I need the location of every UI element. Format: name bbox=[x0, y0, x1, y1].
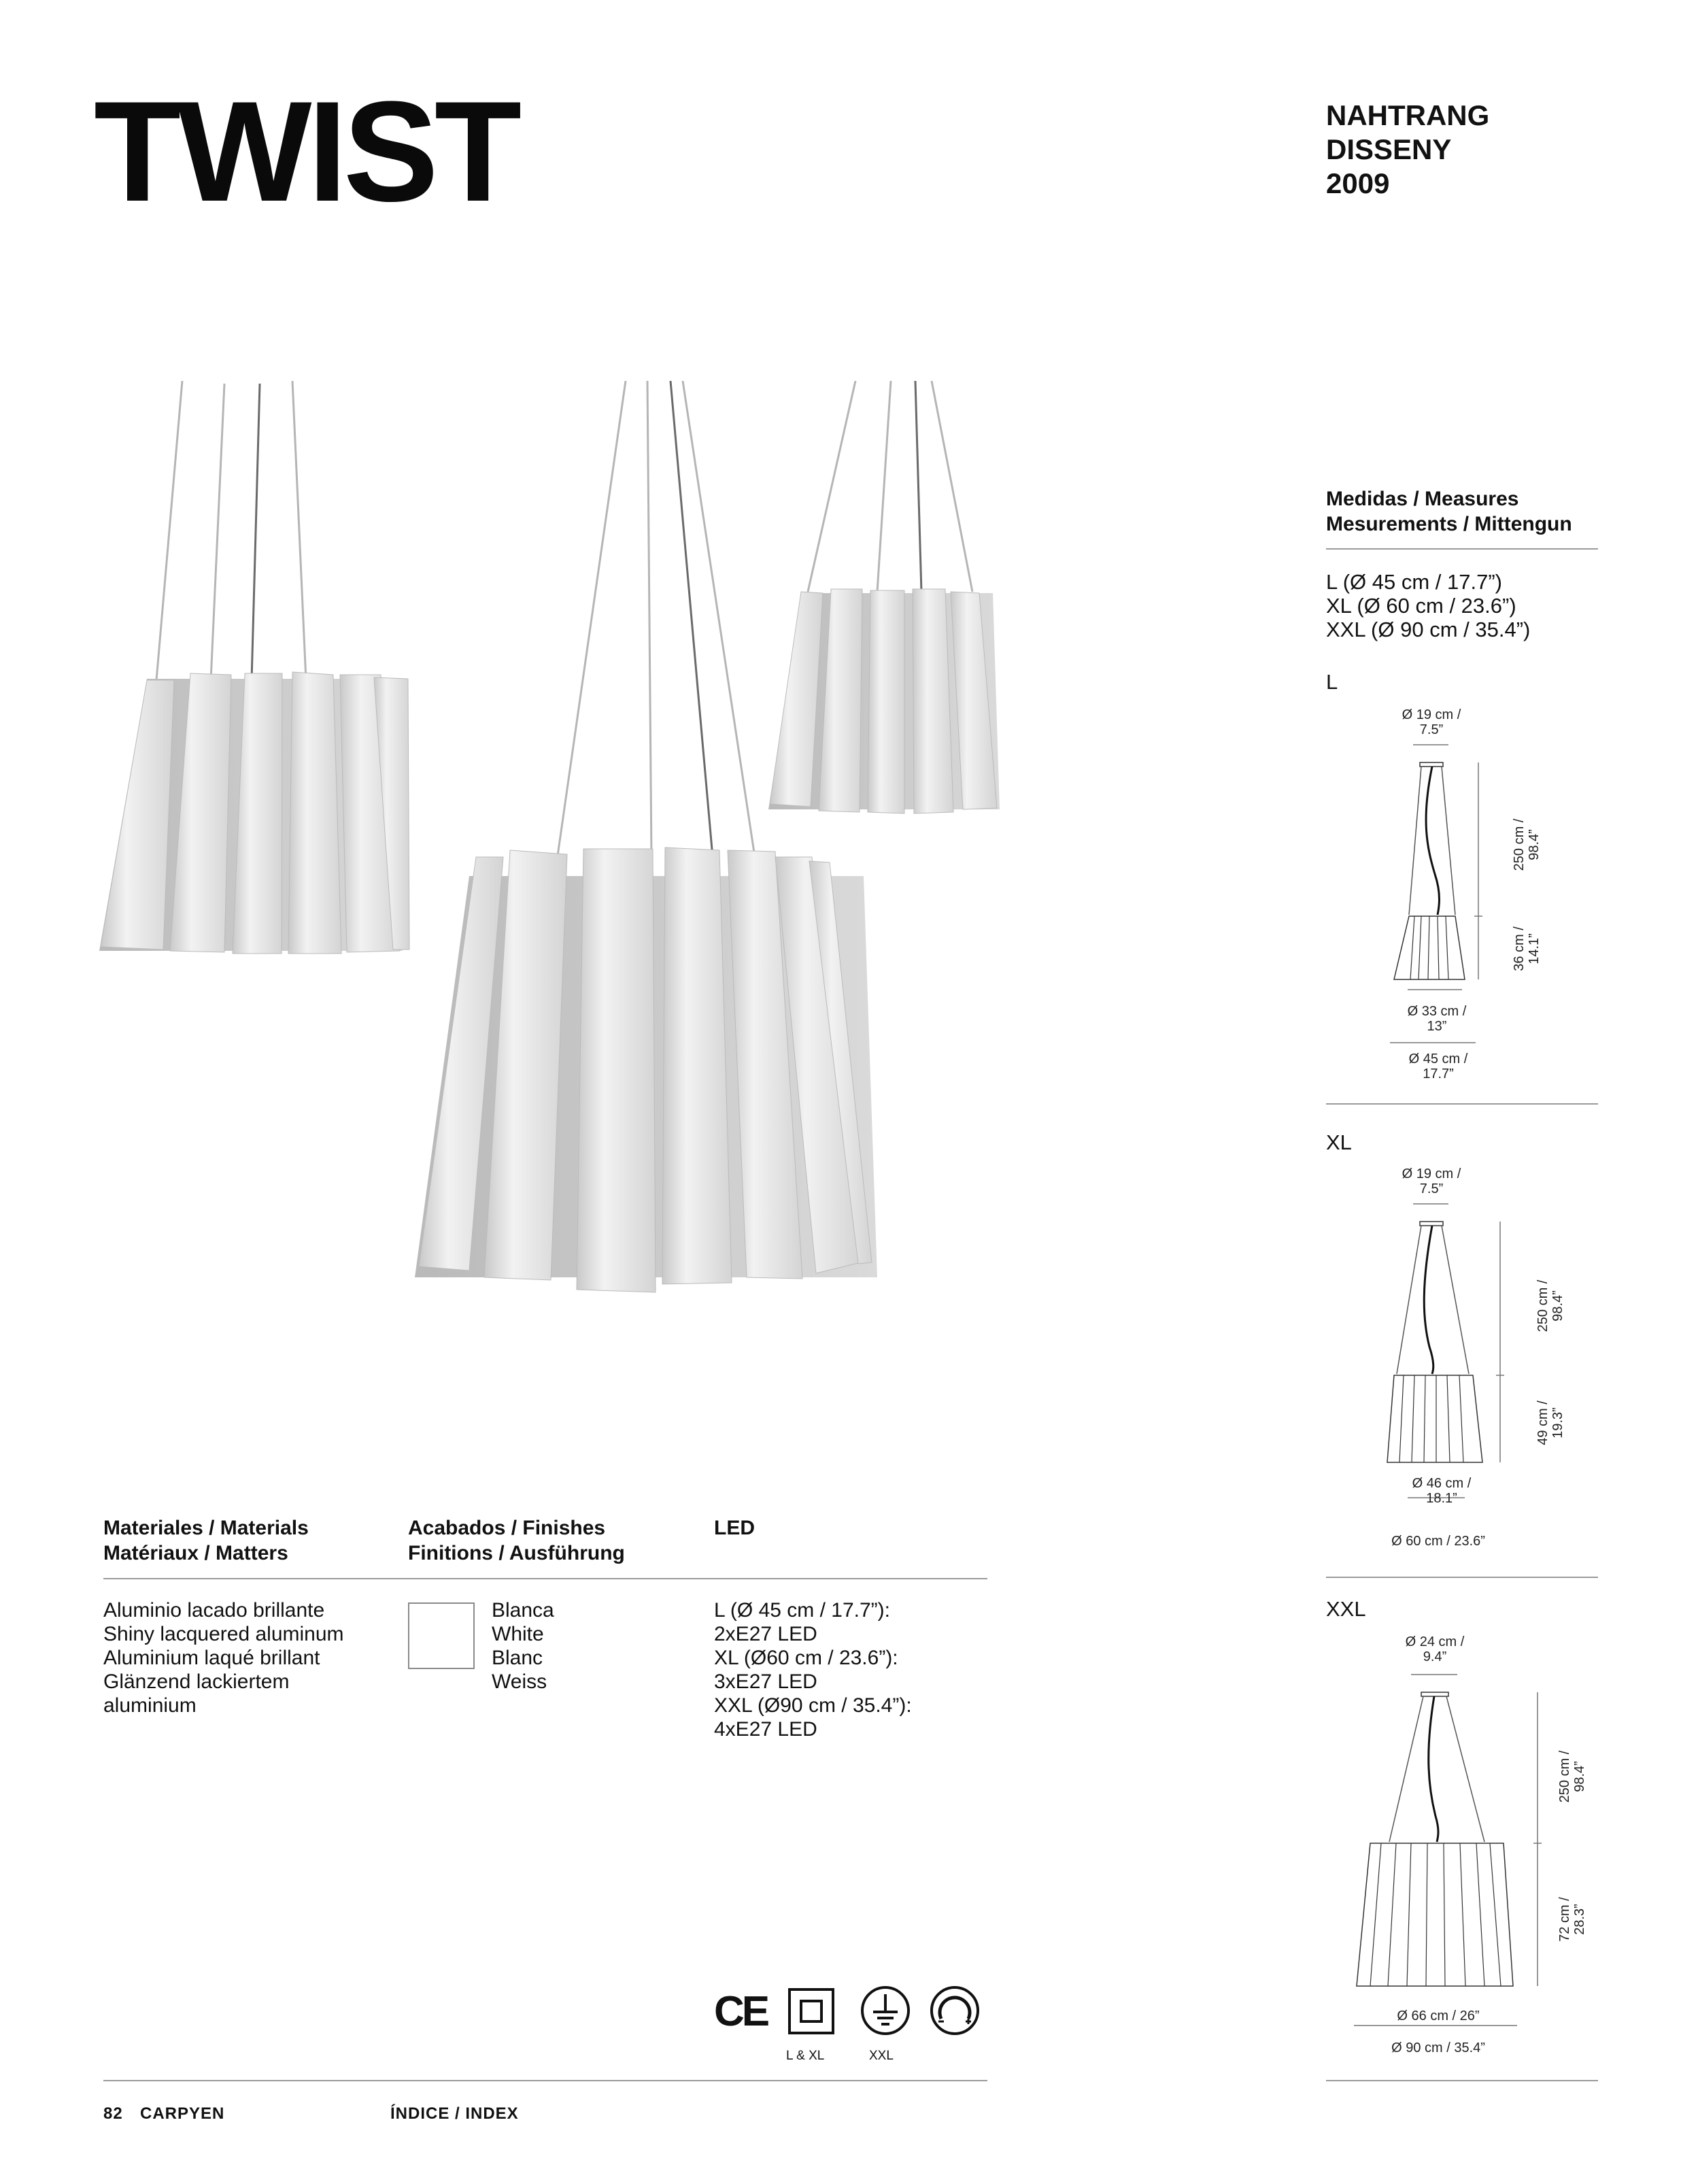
product-photo bbox=[88, 381, 1006, 1299]
size-item-l: L (Ø 45 cm / 17.7”) bbox=[1326, 570, 1502, 594]
designer-name: NAHTRANG bbox=[1326, 99, 1490, 131]
led-list: L (Ø 45 cm / 17.7”): 2xE27 LED XL (Ø60 cm / 23.6”): 3xE27 LED XXL (Ø90 cm / 35.4”): 4xE27 LED bbox=[714, 1599, 912, 1741]
diagram-l-cable-length: 250 cm / 98.4” bbox=[1512, 818, 1542, 871]
diagram-l-outer-diameter: Ø 45 cm / 17.7” bbox=[1408, 1052, 1468, 1081]
ce-mark-icon: CE bbox=[714, 1988, 768, 2035]
diagram-xl-inner-diameter: Ø 46 cm / 18.1” bbox=[1412, 1476, 1472, 1506]
diagram-label-xxl: XXL bbox=[1326, 1597, 1366, 1621]
diagram-label-xl: XL bbox=[1326, 1130, 1352, 1154]
brand-name: CARPYEN bbox=[140, 2104, 225, 2123]
diagram-xl-top-diameter: Ø 19 cm / 7.5” bbox=[1402, 1166, 1461, 1196]
diagram-xxl-outer-diameter: Ø 90 cm / 35.4” bbox=[1391, 2040, 1485, 2055]
lamp-right bbox=[768, 381, 1000, 813]
measures-divider bbox=[1326, 548, 1598, 550]
designer-studio: DISSENY bbox=[1326, 133, 1452, 165]
diagram-xl-drawing bbox=[1380, 1197, 1537, 1517]
diagram-l-top-diameter: Ø 19 cm / 7.5” bbox=[1402, 707, 1461, 737]
lamp-left bbox=[99, 381, 409, 954]
diagram-l-inner-diameter: Ø 33 cm / 13” bbox=[1407, 1004, 1467, 1034]
diagram-xl-cable-length: 250 cm / 98.4” bbox=[1535, 1279, 1565, 1332]
earth-ground-icon bbox=[860, 1985, 911, 2036]
divider-xxl bbox=[1326, 2080, 1598, 2081]
diagram-xxl-top-diameter: Ø 24 cm / 9.4” bbox=[1405, 1634, 1465, 1664]
measures-heading-line-1: Medidas / Measures bbox=[1326, 488, 1519, 510]
diagram-xl-outer-diameter: Ø 60 cm / 23.6” bbox=[1391, 1534, 1485, 1549]
product-title: TWIST bbox=[94, 71, 518, 231]
materials-list: Aluminio lacado brillante Shiny lacquered aluminum Aluminium laqué brillant Glänzend lackiertem aluminium bbox=[103, 1599, 344, 1717]
diagram-l-drawing bbox=[1380, 738, 1530, 1044]
materials-heading: Materiales / Materials Matériaux / Matters bbox=[103, 1517, 309, 1564]
dimmable-icon bbox=[929, 1985, 981, 2036]
finishes-list: Blanca White Blanc Weiss bbox=[492, 1599, 554, 1693]
diagram-xxl-inner-diameter: Ø 66 cm / 26” bbox=[1397, 2009, 1480, 2023]
designer-credit bbox=[1326, 99, 1489, 201]
diagram-xl-shade-height: 49 cm / 19.3” bbox=[1535, 1400, 1565, 1445]
class-ii-caption: L & XL bbox=[786, 2049, 825, 2063]
size-list bbox=[1326, 570, 1530, 641]
divider-xl bbox=[1326, 1577, 1598, 1578]
diagram-xxl-shade-height: 72 cm / 28.3” bbox=[1557, 1897, 1587, 1942]
footer-divider bbox=[103, 2080, 987, 2081]
diagram-label-l: L bbox=[1326, 670, 1338, 694]
diagram-xxl-cable-length: 250 cm / 98.4” bbox=[1557, 1750, 1587, 1803]
specs-divider bbox=[103, 1578, 987, 1579]
measures-heading bbox=[1326, 486, 1572, 537]
size-item-xl: XL (Ø 60 cm / 23.6”) bbox=[1326, 594, 1516, 618]
finishes-heading: Acabados / Finishes Finitions / Ausführung bbox=[408, 1517, 625, 1564]
finish-swatch-white bbox=[408, 1602, 475, 1669]
size-item-xxl: XXL (Ø 90 cm / 35.4”) bbox=[1326, 618, 1531, 641]
index-link[interactable]: ÍNDICE / INDEX bbox=[390, 2104, 519, 2123]
measures-heading-line-2: Mesurements / Mittengun bbox=[1326, 513, 1572, 535]
design-year: 2009 bbox=[1326, 167, 1390, 199]
earth-ground-caption: XXL bbox=[869, 2049, 894, 2063]
diagram-xxl-drawing bbox=[1343, 1666, 1547, 2047]
page-number: 82 bbox=[103, 2104, 123, 2123]
led-heading: LED bbox=[714, 1517, 755, 1539]
diagram-l-shade-height: 36 cm / 14.1” bbox=[1512, 926, 1542, 971]
lamp-center bbox=[415, 381, 877, 1292]
divider-l bbox=[1326, 1103, 1598, 1105]
class-ii-icon bbox=[787, 1987, 835, 2035]
